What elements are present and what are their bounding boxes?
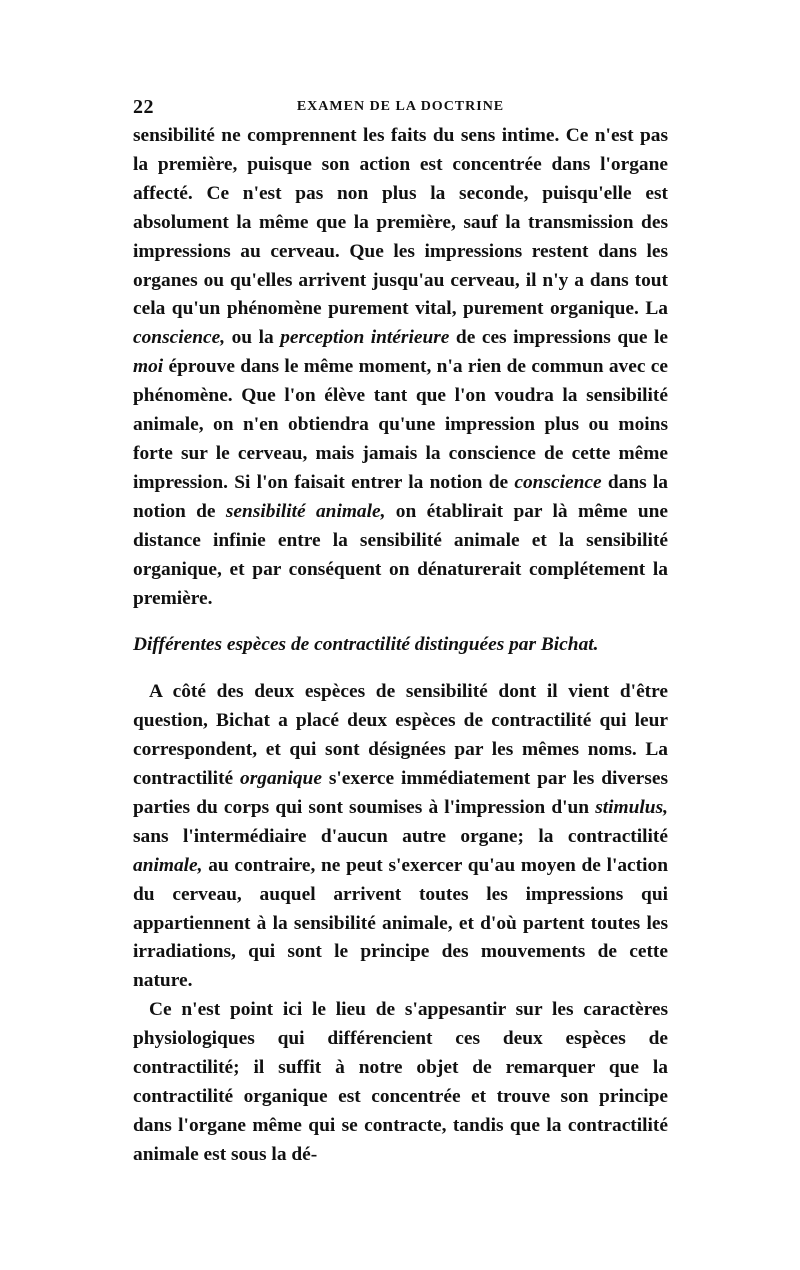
paragraph-2-text-3: sans l'intermédiaire d'aucun autre organe; la contractilité xyxy=(133,825,668,847)
emphasis-conscience: conscience, xyxy=(133,327,226,349)
section-heading: Différentes espèces de contractilité distinguées par Bichat. xyxy=(133,634,599,656)
paragraph-3 xyxy=(133,996,668,1169)
emphasis-organique: organique xyxy=(240,768,322,790)
paragraph-1-text-4: éprouve dans le même moment, n'a rien de commun avec ce phénomène. Que l'on élève tant que l'on voudra la sensibilité animale, on n'en obtiendra qu'une impression plus ou moins forte sur le cerveau, mais jamais la conscience de cette même impression. Si l'on faisait entrer la notion de xyxy=(133,356,668,493)
paragraph-2-text-4: au contraire, ne peut s'exercer qu'au moyen de l'action du cerveau, auquel arrivent toutes les impressions qui appartiennent à la sensibilité animale, et d'où partent toutes les irradiations, qui sont le principe des mouvements de cette nature. xyxy=(133,854,668,992)
paragraph-1-text-6: on établirait par là même une distance infinie entre la sensibilité animale et la sensibilité organique, et par conséquent on dénaturerait complétement la première. xyxy=(133,500,668,609)
paragraph-2 xyxy=(133,678,668,996)
emphasis-stimulus: stimulus, xyxy=(595,796,668,818)
page-number: 22 xyxy=(133,96,154,118)
paragraph-3-text-1: Ce n'est point ici le lieu de s'appesantir sur les caractères physiologiques qui différencient ces deux espèces de contractilité; il suffit à notre objet de remarquer que la contractilité organique est concentrée et trouve son principe dans l'organe même qui se contracte, tandis que la contractilité animale est sous la dé- xyxy=(133,999,668,1165)
paragraph-1-text-3: de ces impressions que le xyxy=(449,327,669,349)
paragraph-1-text-1: sensibilité ne comprennent les faits du sens intime. Ce n'est pas la première, puisque son action est concentrée dans l'organe affecté. Ce n'est pas non plus la seconde, puisqu'elle est absolument la même que la première, sauf la transmission des impressions au cerveau. Que les impressions restent dans les organes ou qu'elles arrivent jusqu'au cerveau, il n'y a dans tout cela qu'un phénomène purement vital, purement organique. La xyxy=(133,125,668,320)
emphasis-conscience-2: conscience xyxy=(514,471,602,493)
paragraph-1-text-2: ou la xyxy=(225,327,281,349)
emphasis-moi: moi xyxy=(133,356,164,378)
paragraph-2-text-2: s'exerce immédiatement par les diverses parties du corps qui sont soumises à l'impression d'un xyxy=(133,768,668,818)
paragraph-1-text-5: dans la notion de xyxy=(133,471,669,522)
emphasis-sensibilite-animale: sensibilité animale, xyxy=(225,500,386,522)
book-page xyxy=(133,90,668,1170)
emphasis-perception-interieure: perception intérieure xyxy=(280,327,450,349)
running-title: EXAMEN DE LA DOCTRINE xyxy=(296,99,505,114)
running-head xyxy=(133,90,668,120)
emphasis-animale: animale, xyxy=(133,854,203,876)
paragraph-1 xyxy=(133,122,668,613)
paragraph-2-text-1: A côté des deux espèces de sensibilité dont il vient d'être question, Bichat a placé deux espèces de contractilité qui leur correspondent, et qui sont désignées par les mêmes noms. La contractilité xyxy=(133,681,668,790)
